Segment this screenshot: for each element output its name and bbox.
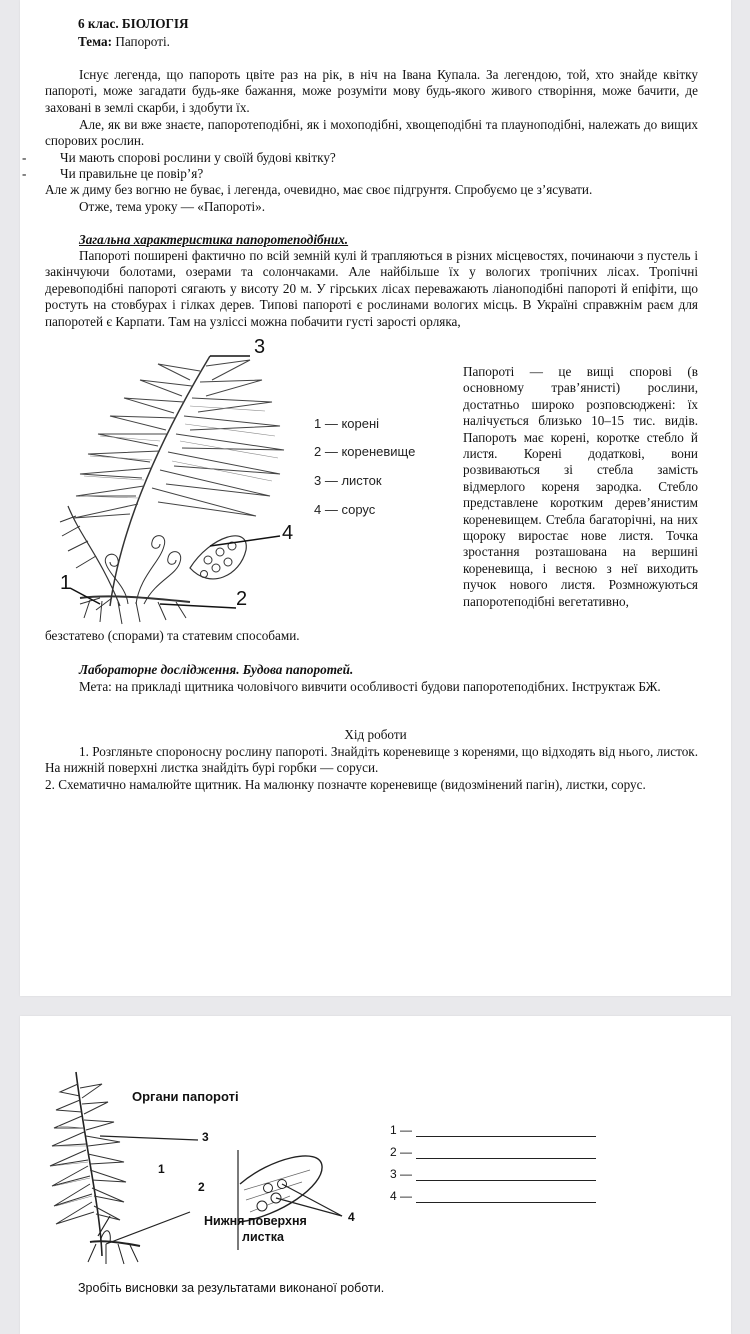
fig1-legend-2: 2 — кореневище [314, 444, 416, 459]
answer-line-2-blank[interactable] [416, 1148, 596, 1159]
lab-step-2: 2. Схематично намалюйте щитник. На малюнку позначте кореневище (видозмінений пагін), листки, сорус. [45, 777, 646, 792]
question-1: Чи мають спорові рослини у своїй будові квітку? [60, 150, 336, 165]
fern-figure [40, 336, 460, 626]
fig2-caption-line-2: листка [242, 1230, 284, 1244]
fern-drawing [40, 336, 460, 626]
progress-title: Хід роботи [344, 727, 407, 742]
fig2-label-2: 2 [198, 1180, 205, 1194]
reproduction-tail: безстатево (спорами) та статевим способами. [45, 628, 300, 643]
fig1-legend-4: 4 — сорус [314, 502, 376, 517]
lab-goal: Мета: на прикладі щитника чоловічого вивчити особливості будови папоротеподібних. Інструктаж БЖ. [79, 679, 661, 694]
lab-heading: Лабораторне дослідження. Будова папоротей. [79, 662, 354, 677]
answer-line-1-label: 1 — [390, 1123, 413, 1137]
fig2-label-1: 1 [158, 1162, 165, 1176]
question-2-dash: - [22, 166, 27, 181]
fig2-title: Органи папороті [132, 1089, 239, 1104]
topic-line [78, 34, 170, 50]
grade-subject: 6 клас. БІОЛОГІЯ [78, 16, 189, 31]
fig1-label-2: 2 [236, 588, 248, 610]
topic-label: Тема: [78, 34, 113, 49]
fig1-label-1: 1 [60, 572, 72, 594]
fern-side-text: Папороті — це вищі спорові (в основному трав’янисті) рослини, достатньо широко розповсюджені: їх налічується близько 10–15 тис. видів. Папороть має корені, коротке стебло й листя. Корені додаткові, вони розвиваються зі стебла замість відмерлого кореня зародка. Стебло представлене коротким дерев’янистим кореневищем. Стебла багаторічні, на них щороку виростає нове листя. Точка зростання розташована на вершині кореневища, і весною з неї виходить пучок нового листя. Розмножуються папоротеподібні вегетативно, [463, 364, 698, 609]
fig1-label-3: 3 [254, 336, 266, 358]
fig2-label-4: 4 [348, 1210, 355, 1224]
answer-line-4[interactable] [390, 1189, 596, 1203]
general-heading: Загальна характеристика папоротеподібних. [79, 232, 349, 247]
fig1-legend-3: 3 — листок [314, 473, 382, 488]
answer-line-4-label: 4 — [390, 1189, 413, 1203]
answer-line-3-blank[interactable] [416, 1170, 596, 1181]
fig2-caption-line-1: Нижня поверхня [204, 1214, 307, 1228]
answer-line-2-label: 2 — [390, 1145, 413, 1159]
worksheet-page-1 [20, 0, 731, 996]
answer-line-3[interactable] [390, 1167, 596, 1181]
fig2-label-3: 3 [202, 1130, 209, 1144]
intro-paragraph-2: Але, як ви вже знаєте, папоротеподібні, як і мохоподібні, хвощеподібні та плауноподібні, належать до вищих спорових рослин. [45, 117, 698, 149]
answer-line-1-blank[interactable] [416, 1126, 596, 1137]
conclusion-prompt: Зробіть висновки за результатами виконаної роботи. [78, 1281, 385, 1295]
answer-line-3-label: 3 — [390, 1167, 413, 1181]
worksheet-page-2 [20, 1016, 731, 1334]
intro-paragraph-1: Існує легенда, що папороть цвіте раз на рік, в ніч на Івана Купала. За легендою, той, хто знайде квітку папороті, може загадати будь-яке бажання, може розуміти мову будь-якого живого створіння, може бачити, де заховані в землі скарби, і здобути їх. [45, 67, 698, 115]
intro-paragraph-3: Але ж диму без вогню не буває, і легенда, очевидно, має своє підгрунтя. Спробуємо це з’ясувати. [45, 182, 593, 197]
answer-line-1[interactable] [390, 1123, 596, 1137]
question-2: Чи правильне це повір’я? [60, 166, 204, 181]
fig1-label-4: 4 [282, 522, 294, 544]
fig1-legend-1: 1 — корені [314, 416, 380, 431]
lab-step-1: 1. Розгляньте спороносну рослину папороті. Знайдіть кореневище з коренями, що відходять від нього, листок. На нижній поверхні листка знайдіть бурі горбки — соруси. [45, 744, 698, 776]
answer-line-4-blank[interactable] [416, 1192, 596, 1203]
topic-value: Папороті. [112, 34, 170, 49]
intro-paragraph-4: Отже, тема уроку — «Папороті». [79, 199, 266, 214]
answer-line-2[interactable] [390, 1145, 596, 1159]
question-1-dash: - [22, 150, 27, 165]
general-paragraph: Папороті поширені фактично по всій земній кулі й трапляються в різних місцевостях, починаючи з пустель і закінчуючи болотами, озерами та солончаками. Але найбільше їх у вологих тропічних лісах. Тропічні деревоподібні папороті сягають у висоту 20 м. У гірських лісах переважають ліаноподібні папороті й епіфіти, що ростуть на стовбурах і гілках дерев. Типові папороті є рослинами вологих місць. В Україні справжнім раєм для папоротей є Карпати. Там на узліссі можна побачити густі зарості орляка, [45, 248, 698, 329]
